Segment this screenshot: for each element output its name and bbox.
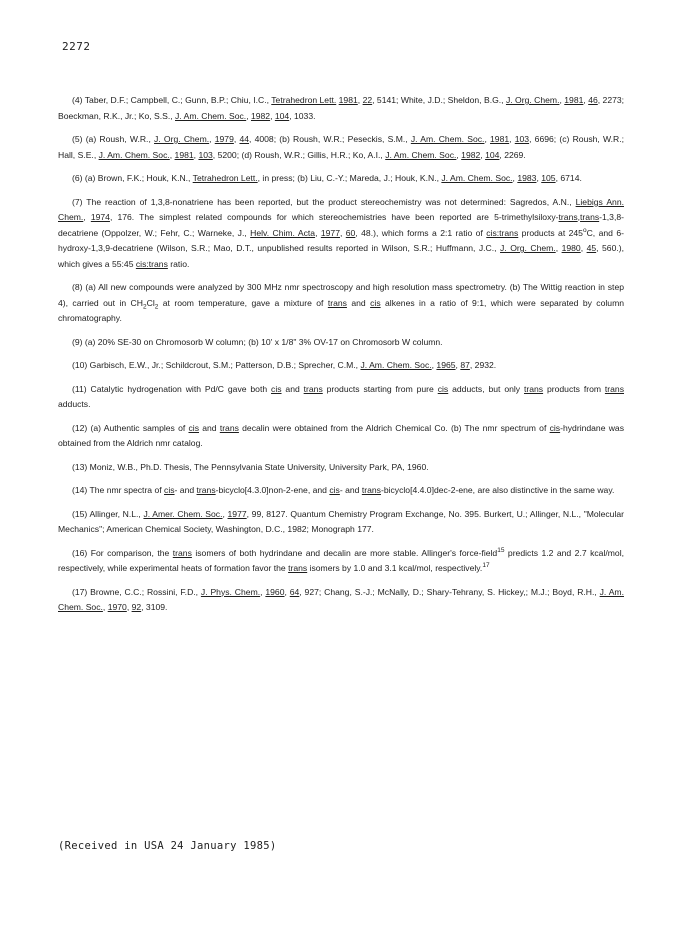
citation-fragment: 104 — [274, 110, 290, 121]
citation-fragment: 1982 — [250, 110, 271, 121]
reference-text: alkenes in a ratio of 9:1, which were separated by column chromatography. — [58, 297, 625, 323]
reference-text: , — [339, 227, 346, 238]
reference-ref-14 — [58, 483, 624, 499]
citation-fragment: 1979 — [214, 134, 234, 144]
citation-fragment: cis — [437, 383, 449, 394]
reference-ref-16 — [58, 546, 624, 577]
reference-text: adducts. — [58, 399, 91, 409]
reference-ref-6 — [58, 171, 624, 187]
citation-fragment: 60 — [345, 227, 356, 238]
citation-fragment: J. Am. Chem. Soc. — [360, 360, 432, 370]
citation-fragment: trans — [172, 547, 192, 558]
citation-fragment: 64 — [289, 586, 300, 597]
reference-text: 2 — [154, 303, 159, 311]
reference-text: , — [580, 243, 587, 253]
citation-fragment: cis — [329, 485, 340, 495]
reference-text: products from — [543, 383, 605, 394]
citation-fragment: 1974 — [90, 212, 110, 222]
reference-text: isomers by 1.0 and 3.1 kcal/mol, respectively. — [307, 563, 483, 573]
reference-text: , 4008; (b) Roush, W.R.; Peseckis, S.M., — [249, 134, 411, 144]
reference-text: o — [582, 226, 587, 234]
citation-fragment: J. Am. Chem. Soc. — [58, 586, 624, 612]
reference-list — [58, 93, 624, 624]
citation-fragment: J. Am. Chem. Soc. — [98, 149, 170, 160]
reference-text: , 1033. — [289, 110, 316, 121]
reference-text: , — [126, 602, 132, 612]
citation-fragment: 105 — [541, 173, 556, 183]
reference-ref-17 — [58, 585, 624, 616]
citation-fragment: trans — [361, 485, 381, 495]
citation-fragment: cis — [188, 422, 199, 433]
reference-ref-11 — [58, 382, 624, 413]
reference-text: (9) (a) 20% SE-30 on Chromosorb W column; (b) 10' x 1/8" 3% OV-17 on Chromosorb W column. — [72, 336, 443, 347]
citation-fragment: 1981 — [564, 95, 584, 105]
reference-text: (15) Allinger, N.L., — [72, 508, 144, 519]
reference-text: , 6714. — [555, 173, 582, 183]
reference-text: products at 245 — [518, 227, 583, 238]
reference-text: , — [222, 508, 228, 519]
reference-text: (10) Garbisch, E.W., Jr.; Schildcrout, S.M.; Patterson, D.B.; Sprecher, C.M., — [72, 360, 361, 370]
reference-text: , — [315, 227, 321, 238]
reference-text: (7) The reaction of 1,3,8-nonatriene has been reported, but the product stereochemistry was not determined: Sagredos, A.N., — [72, 196, 576, 207]
reference-text: , — [583, 95, 589, 105]
citation-fragment: 1982 — [461, 149, 481, 160]
reference-text: , — [512, 173, 518, 183]
citation-fragment: J. Org. Chem. — [500, 243, 556, 253]
reference-ref-4 — [58, 93, 624, 124]
reference-text: , 6696; (c) Roush, W.R.; Hall, S.E., — [58, 134, 625, 160]
reference-text: , 99, 8127. Quantum Chemistry Program Exchange, No. 395. Burkert, U.; Allinger, N.L., "Molecular Mechanics"; American Chemical Society, Washington, D.C., 1982; Monograph 177. — [58, 508, 625, 534]
reference-text: (4) Taber, D.F.; Campbell, C.; Gunn, B.P.; Chiu, I.C., — [72, 95, 272, 105]
reference-text: and — [281, 383, 304, 394]
reference-text: , — [169, 149, 175, 160]
citation-fragment: cis — [549, 422, 561, 433]
citation-fragment: trans — [288, 563, 308, 573]
citation-fragment: trans — [303, 383, 323, 394]
citation-fragment: 45 — [586, 243, 597, 253]
reference-text: at room temperature, gave a mixture of — [158, 297, 328, 308]
reference-text: -bicyclo[4.3.0]non-2-ene, and — [215, 485, 330, 495]
reference-text: ratio. — [167, 258, 190, 269]
reference-ref-15 — [58, 507, 624, 538]
reference-text: isomers of both hydrindane and decalin are more stable. Allinger's force-field — [191, 547, 498, 558]
reference-text: , — [209, 134, 215, 144]
reference-text: and — [199, 422, 220, 433]
citation-fragment: J. Phys. Chem. — [200, 586, 261, 597]
citation-fragment: J. Org. Chem. — [505, 95, 560, 105]
citation-fragment: trans — [219, 422, 239, 433]
citation-fragment: Helv. Chim. Acta — [250, 227, 316, 238]
citation-fragment: J. Am. Chem. Soc. — [385, 149, 457, 160]
reference-text: (11) Catalytic hydrogenation with Pd/C gave both — [72, 383, 272, 394]
reference-text: C, and 6-hydroxy-1,3,9-decatriene (Wilson, S.R.; Mao, D.T., unpublished results reported in Wilson, S.R.; Huffmann, J.C., — [58, 227, 624, 253]
reference-text: (12) (a) Authentic samples of — [72, 422, 189, 433]
citation-fragment: cis:trans — [486, 227, 519, 238]
reference-text: , — [83, 212, 91, 222]
reference-text: 17 — [482, 562, 490, 570]
reference-text: , — [357, 95, 363, 105]
reference-text: , — [270, 110, 275, 121]
citation-fragment: 92 — [131, 602, 142, 612]
reference-text: - and — [174, 485, 197, 495]
reference-text: , 5200; (d) Roush, W.R.; Gillis, H.R.; Ko, A.I., — [212, 149, 386, 160]
reference-text: , — [260, 586, 266, 597]
reference-text: , — [246, 110, 251, 121]
citation-fragment: J. Amer. Chem. Soc. — [143, 508, 223, 519]
citation-fragment: 1983 — [517, 173, 537, 183]
citation-fragment: 44 — [239, 134, 250, 144]
citation-fragment: 1977 — [320, 227, 340, 238]
citation-fragment: 1980 — [561, 243, 581, 253]
reference-text: , — [456, 149, 462, 160]
reference-text: -hydrindane was obtained from the Aldrich nmr catalog. — [58, 422, 625, 448]
received-date: (Received in USA 24 January 1985) — [58, 840, 277, 852]
page-number: 2272 — [62, 40, 91, 53]
reference-ref-5 — [58, 132, 624, 163]
reference-text: , — [484, 134, 491, 144]
reference-ref-8 — [58, 280, 624, 327]
reference-text: decalin were obtained from the Aldrich Chemical Co. (b) The nmr spectrum of — [238, 422, 550, 433]
reference-text: , in press; (b) Liu, C.-Y.; Mareda, J.; Houk, K.N., — [257, 173, 442, 183]
reference-text: , — [577, 212, 581, 222]
reference-text: , — [233, 134, 240, 144]
reference-text: , — [102, 602, 108, 612]
reference-text: , 5141; White, J.D.; Sheldon, B.G., — [372, 95, 506, 105]
reference-ref-7 — [58, 195, 624, 273]
citation-fragment: J. Am. Chem. Soc. — [441, 173, 513, 183]
reference-text: (8) (a) All new compounds were analyzed by 300 MHz nmr spectroscopy and high resolution mass spectrometry. (b) The Wittig reaction in step 4), carried out in CH — [58, 282, 624, 308]
citation-fragment: 103 — [514, 134, 530, 144]
citation-fragment: trans — [604, 383, 625, 394]
reference-text: , 560.), which gives a 55:45 — [58, 243, 625, 269]
reference-text: , 2932. — [469, 360, 497, 370]
citation-fragment: cis:trans — [135, 258, 168, 269]
reference-text: adducts, but only — [448, 383, 524, 394]
reference-text: , 3109. — [141, 602, 168, 612]
reference-text: , — [193, 149, 199, 160]
citation-fragment: 1981 — [490, 134, 510, 144]
reference-text: and — [346, 297, 371, 308]
reference-text: 2 — [142, 303, 147, 311]
reference-text: , — [431, 360, 437, 370]
reference-text: , — [509, 134, 515, 144]
citation-fragment: trans — [327, 297, 347, 308]
citation-fragment: Liebigs Ann. Chem. — [58, 196, 624, 222]
reference-text: , 927; Chang, S.-J.; McNally, D.; Shary-Tehrany, S. Hickey,; M.J.; Boyd, R.H., — [299, 586, 600, 597]
citation-fragment: J. Am. Chem. Soc. — [410, 134, 485, 144]
citation-fragment: 1960 — [265, 586, 285, 597]
reference-text: , — [559, 95, 565, 105]
citation-fragment: trans — [523, 383, 544, 394]
citation-fragment: cis — [370, 297, 381, 308]
reference-text: , 48.), which forms a 2:1 ratio of — [355, 227, 487, 238]
reference-text: , 2269. — [499, 149, 526, 160]
citation-fragment: 1965 — [436, 360, 456, 370]
citation-fragment: 22 — [362, 95, 373, 105]
reference-text: , — [480, 149, 486, 160]
reference-ref-10 — [58, 358, 624, 374]
reference-text: , 176. The simplest related compounds for which stereochemistries have been reported are 5-trimethylsiloxy- — [109, 212, 559, 222]
reference-text: , 2273; Boeckman, R.K., Jr.; Ko, S.S., — [58, 95, 625, 121]
reference-text: , — [536, 173, 542, 183]
reference-text: - and — [339, 485, 362, 495]
citation-fragment: trans — [558, 212, 578, 222]
reference-text: (13) Moniz, W.B., Ph.D. Thesis, The Pennsylvania State University, University Park, PA, 1960. — [72, 461, 429, 472]
reference-ref-12 — [58, 421, 624, 452]
citation-fragment: 104 — [485, 149, 500, 160]
citation-fragment: Tetrahedron Lett. — [271, 95, 337, 105]
citation-fragment: 1970 — [107, 602, 127, 612]
citation-fragment: 46 — [588, 95, 598, 105]
citation-fragment: 1981 — [174, 149, 194, 160]
reference-text: 15 — [497, 546, 505, 554]
reference-text: (6) (a) Brown, F.K.; Houk, K.N., — [72, 173, 193, 183]
citation-fragment: J. Am. Chem. Soc. — [175, 110, 247, 121]
reference-ref-9 — [58, 335, 624, 351]
citation-fragment: trans — [580, 212, 600, 222]
reference-text: (16) For comparison, the — [72, 547, 173, 558]
reference-text: (14) The nmr spectra of — [72, 485, 165, 495]
citation-fragment: 1981 — [338, 95, 358, 105]
citation-fragment: 103 — [198, 149, 213, 160]
citation-fragment: cis — [164, 485, 175, 495]
citation-fragment: Tetrahedron Lett. — [192, 173, 258, 183]
citation-fragment: J. Org. Chem. — [154, 134, 210, 144]
reference-text: (5) (a) Roush, W.R., — [72, 134, 155, 144]
reference-text: Cl — [146, 297, 155, 308]
reference-text: , — [284, 586, 290, 597]
citation-fragment: cis — [271, 383, 282, 394]
reference-text: products starting from pure — [322, 383, 438, 394]
citation-fragment: trans — [196, 485, 216, 495]
citation-fragment: 87 — [460, 360, 470, 370]
reference-text: predicts 1.2 and 2.7 kcal/mol, respectively, while experimental heats of formation favor the — [58, 547, 624, 573]
reference-text: -bicyclo[4.4.0]dec-2-ene, are also distinctive in the same way. — [380, 485, 615, 495]
reference-text: -1,3,8-decatriene (Oppolzer, W.; Fehr, C.; Warneke, J., — [58, 212, 624, 238]
reference-text: , — [455, 360, 461, 370]
reference-ref-13 — [58, 460, 624, 476]
reference-text: , — [555, 243, 562, 253]
reference-text: (17) Browne, C.C.; Rossini, F.D., — [72, 586, 201, 597]
citation-fragment: 1977 — [227, 508, 247, 519]
